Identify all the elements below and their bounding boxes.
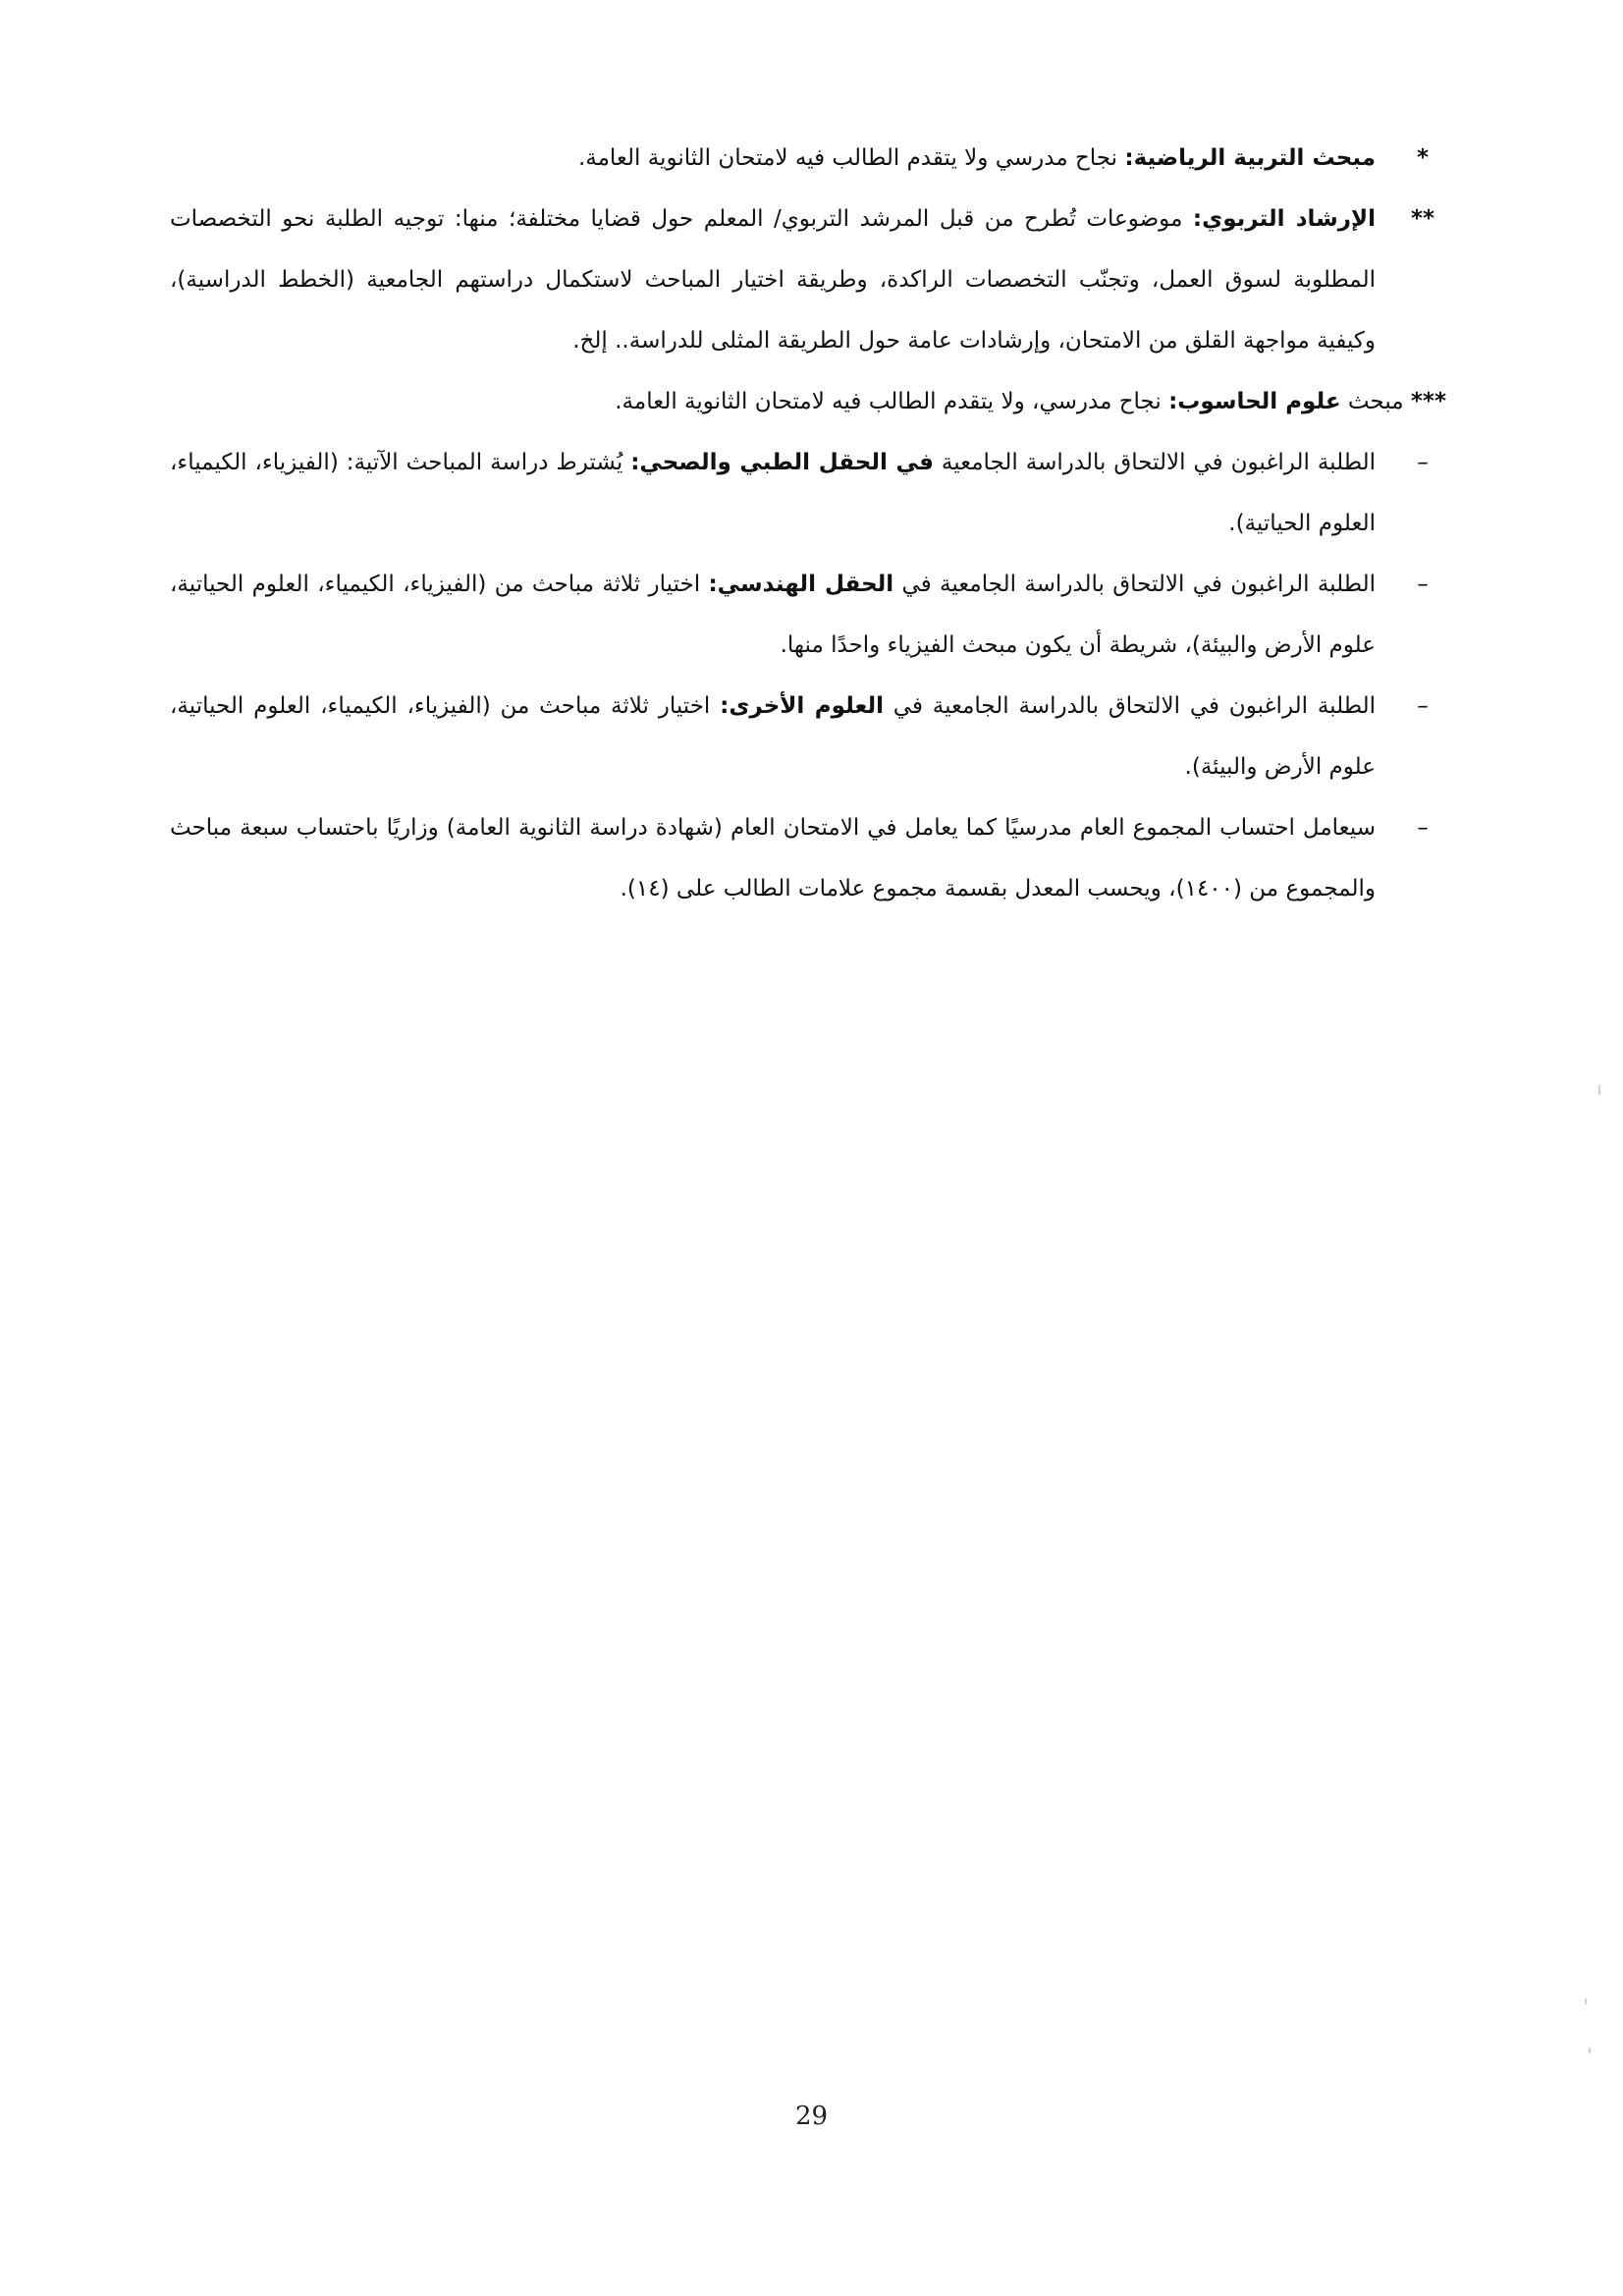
page-number: 29 (794, 2102, 829, 2131)
footnote-sports (170, 128, 1446, 189)
list-text-bold: الحقل الهندسي: (708, 572, 894, 597)
list-dash: – (1417, 450, 1429, 475)
footnote-title: الإرشاد التربوي: (1192, 206, 1376, 232)
list-text-before: الطلبة الراغبون في الالتحاق بالدراسة الجامعية في (883, 693, 1376, 719)
footnote-text: نجاح مدرسي ولا يتقدم الطالب فيه لامتحان الثانوية العامة. (577, 145, 1125, 171)
footnote-computer-science (170, 371, 1446, 432)
footnote-marker: *** (1410, 389, 1446, 414)
list-dash: – (1417, 815, 1429, 841)
list-text-bold: في الحقل الطبي والصحي: (630, 450, 934, 475)
document-body (170, 128, 1446, 919)
list-item (170, 797, 1446, 919)
list-text-before: الطلبة الراغبون في الالتحاق بالدراسة الجامعية (933, 450, 1376, 475)
footnote-title: مبحث التربية الرياضية: (1124, 145, 1376, 171)
list-text-after: اختيار ثلاثة مباحث من (الفيزياء، الكيمياء، العلوم الحياتية، علوم الأرض والبيئة). (170, 693, 1376, 780)
list-item (170, 554, 1446, 676)
footnote-title: علوم الحاسوب: (1168, 389, 1341, 414)
list-dash: – (1417, 572, 1429, 597)
footnote-marker: ** (1410, 206, 1435, 232)
footnote-text: نجاح مدرسي، ولا يتقدم الطالب فيه لامتحان الثانوية العامة. (615, 389, 1169, 414)
scan-speck (1589, 2048, 1591, 2053)
list-dash: – (1417, 693, 1429, 719)
list-item (170, 676, 1446, 797)
list-text-bold: العلوم الأخرى: (720, 693, 884, 719)
list-text-before: الطلبة الراغبون في الالتحاق بالدراسة الجامعية في (893, 572, 1376, 597)
list-text-before: سيعامل احتساب المجموع العام مدرسيًا كما يعامل في الامتحان العام (شهادة دراسة الثانوية العامة) وزاريًا باحتساب سبعة مباحث والمجموع من (١٤٠٠)، ويحسب المعدل بقسمة مجموع علامات الطالب على (١٤). (170, 815, 1376, 902)
list-text-after: اختيار ثلاثة مباحث من (الفيزياء، الكيمياء، العلوم الحياتية، علوم الأرض والبيئة)، شريطة أن يكون مبحث الفيزياء واحدًا منها. (170, 572, 1376, 658)
scan-speck (1585, 1998, 1587, 2004)
footnote-marker: * (1416, 145, 1430, 171)
footnote-prefix: مبحث (1340, 389, 1411, 414)
list-text-after: يُشترط دراسة المباحث الآتية: (الفيزياء، الكيمياء، العلوم الحياتية). (170, 450, 1376, 536)
list-item (170, 432, 1446, 554)
scan-speck (1598, 1085, 1600, 1095)
footnote-guidance (170, 189, 1446, 371)
footnote-text: موضوعات تُطرح من قبل المرشد التربوي/ المعلم حول قضايا مختلفة؛ منها: توجيه الطلبة نحو التخصصات المطلوبة لسوق العمل، وتجنّب التخصصات الراكدة، وطريقة اختيار المباحث لاستكمال دراستهم الجامعية (الخطط الدراسية)، وكيفية مواجهة القلق من الامتحان، وإرشادات عامة حول الطريقة المثلى للدراسة.. إلخ. (170, 206, 1376, 354)
